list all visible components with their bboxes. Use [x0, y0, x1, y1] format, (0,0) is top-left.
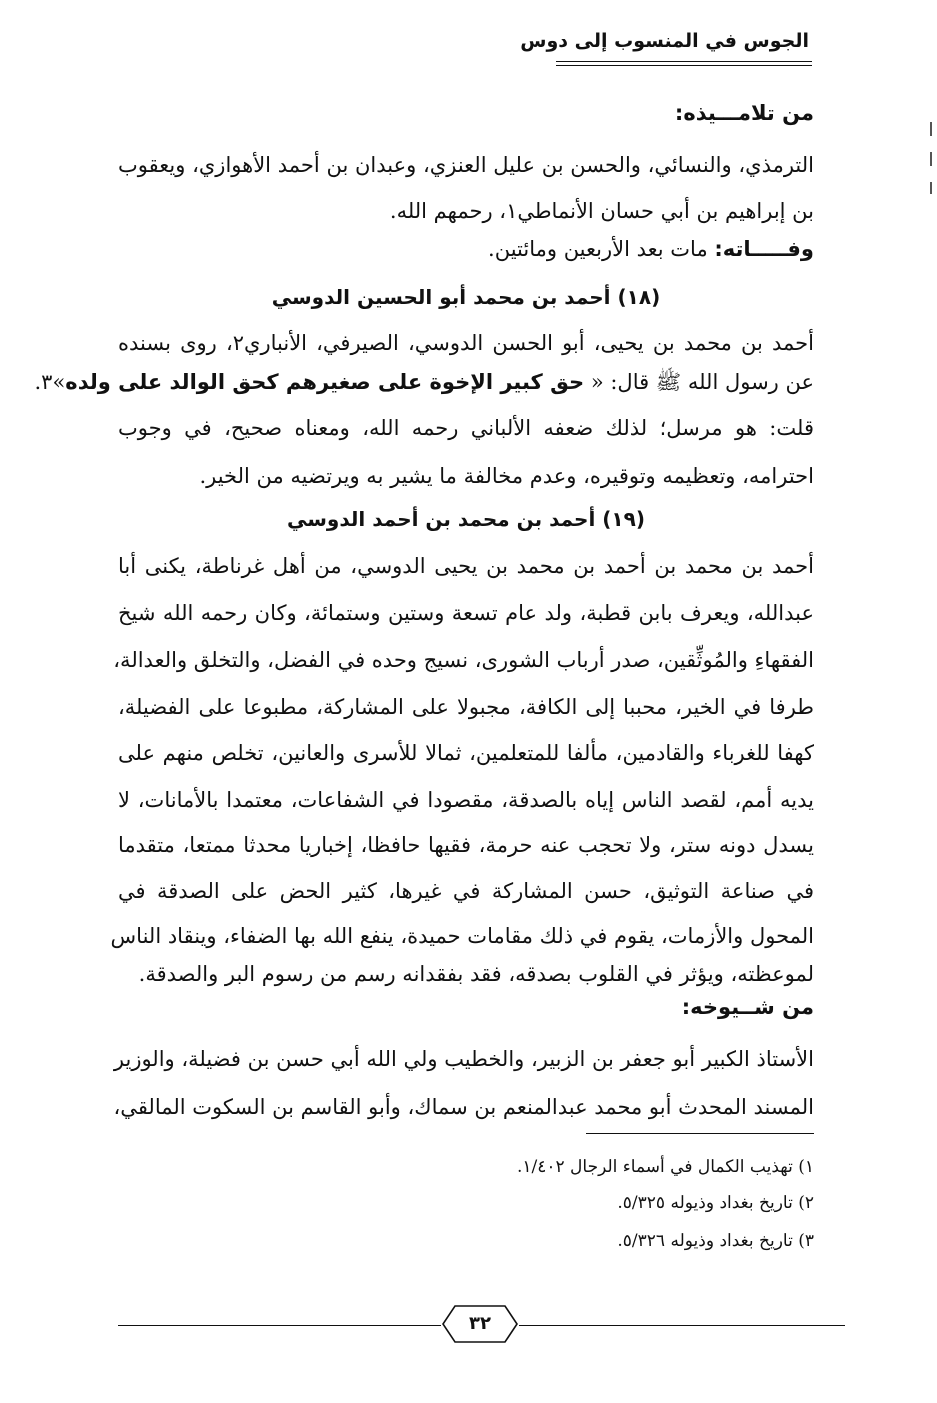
entry-19-line-6: يديه أمم، لقصد الناس إياه بالصدقة، مقصودا في الشفاعات، معتمدا بالأمانات، لا: [118, 788, 814, 812]
students-heading: من تلامـــيذه:: [674, 101, 814, 125]
death-label: وفـــــاته:: [714, 237, 814, 261]
entry-19-line-7: يسدل دونه ستر، ولا تحجب عنه حرمة، فقيها حافظا، إخباريا محدثا ممتعا، متقدما: [118, 833, 814, 857]
hadith-text: حق كبير الإخوة على صغيرهم كحق الوالد على ولده: [65, 370, 585, 394]
entry-19-line-4: طرفا في الخير، محببا إلى الكافة، مجبولا على المشاركة، مطبوعا على الفضيلة،: [118, 695, 814, 719]
entry-18-line-3: قلت: هو مرسل؛ لذلك ضعفه الألباني رحمه الله، ومعناه صحيح، في وجوب: [118, 416, 814, 440]
entry-19-line-5: كهفا للغرباء والقادمين، مألفا للمتعلمين، ثمالا للأسرى والعانين، تخلص منهم على: [118, 741, 814, 765]
entry-19-line-3: الفقهاءِ والمُوثِّقين، صدر أرباب الشورى، نسيج وحده في الفضل، والتخلق والعدالة،: [113, 648, 814, 672]
footnote-1: ١) تهذيب الكمال في أسماء الرجال ١/٤٠٢.: [516, 1157, 814, 1177]
header-rule-bottom: [556, 65, 812, 66]
footer-rule-right: [519, 1325, 845, 1326]
footnote-2: ٢) تاريخ بغداد وذيوله ٥/٣٢٥.: [617, 1193, 814, 1213]
footnote-3: ٣) تاريخ بغداد وذيوله ٥/٣٢٦.: [617, 1231, 814, 1251]
footer-rule-left: [118, 1325, 441, 1326]
teachers-line-2: المسند المحدث أبو محمد عبدالمنعم بن سماك، وأبو القاسم بن السكوت المالقي،: [113, 1095, 814, 1119]
death-text: مات بعد الأربعين ومائتين.: [488, 237, 715, 261]
students-line-2: بن إبراهيم بن أبي حسان الأنماطي١، رحمهم الله.: [389, 199, 814, 223]
entry-19-line-1: أحمد بن محمد بن أحمد بن محمد بن يحيى الدوسي، من أهل غرناطة، يكنى أبا: [118, 554, 814, 578]
running-header-title: الجوس في المنسوب إلى دوس: [520, 30, 809, 52]
scan-mark: [930, 122, 932, 136]
entry-18-line-2-close: »٣.: [34, 370, 66, 394]
students-line-1: الترمذي، والنسائي، والحسن بن عليل العنزي، وعبدان بن أحمد الأهوازي، ويعقوب: [118, 153, 814, 177]
entry-18-line-2: [34, 357, 814, 407]
scan-mark: [930, 152, 932, 166]
teachers-heading: من شــيوخه:: [681, 995, 814, 1019]
header-rule-top: [556, 61, 812, 62]
entry-19-line-2: عبدالله، ويعرف بابن قطبة، ولد عام تسعة وستين وستمائة، وكان رحمه الله شيخ: [118, 601, 814, 625]
teachers-line-1: الأستاذ الكبير أبو جعفر بن الزبير، والخطيب ولي الله أبي حسن بن فضيلة، والوزير: [113, 1047, 814, 1071]
footnote-separator: [586, 1133, 814, 1134]
page-number: ٣٢: [469, 1313, 491, 1334]
entry-19-line-9: المحول والأزمات، يقوم في ذلك مقامات حميدة، ينفع الله بها الضفاء، وينقاد الناس: [110, 924, 814, 948]
entry-18-line-2-intro: عن رسول الله ﷺ قال: «: [584, 370, 814, 394]
entry-19-heading: (١٩) أحمد بن محمد بن أحمد الدوسي: [287, 507, 645, 531]
scan-mark: [930, 182, 932, 194]
entry-19-line-10: لموعظته، ويؤثر في القلوب بصدقه، فقد بفقدانه رسم من رسوم البر والصدقة.: [138, 962, 814, 986]
death-line: [118, 224, 814, 274]
entry-18-line-1: أحمد بن محمد بن يحيى، أبو الحسن الدوسي، الصيرفي، الأنباري٢، روى بسنده: [118, 331, 814, 355]
entry-18-line-4: احترامه، وتعظيمه وتوقيره، وعدم مخالفة ما يشير به ويرتضيه من الخير.: [199, 464, 814, 488]
entry-19-line-8: في صناعة التوثيق، حسن المشاركة في غيرها، كثير الحض على الصدقة في: [118, 879, 814, 903]
entry-18-heading: (١٨) أحمد بن محمد أبو الحسين الدوسي: [271, 285, 661, 309]
